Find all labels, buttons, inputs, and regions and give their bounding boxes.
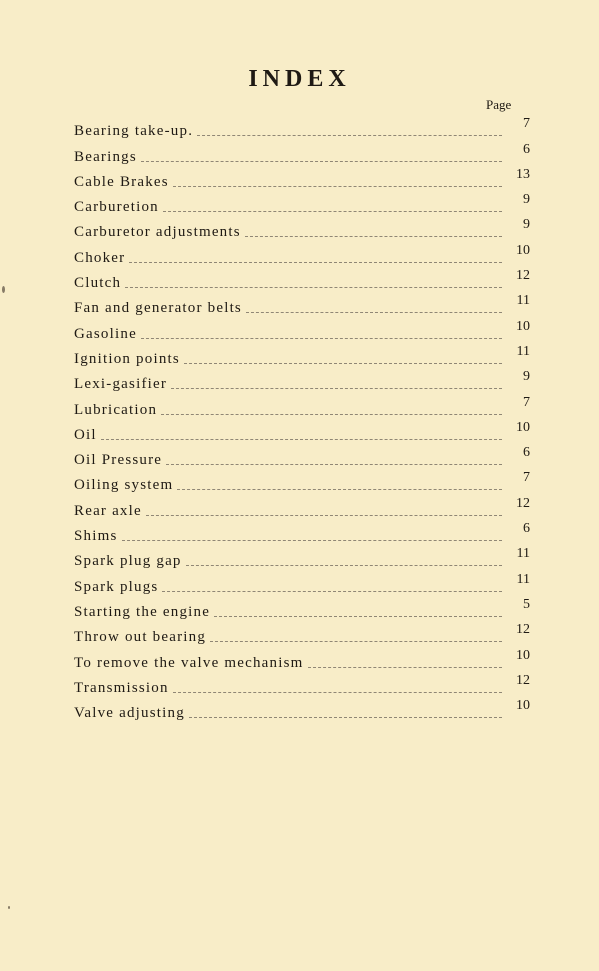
dot-leader [171, 388, 502, 389]
entry-page: 9 [523, 217, 530, 233]
entry-topic: To remove the valve mechanism [74, 654, 304, 671]
entry-page: 12 [516, 268, 530, 284]
dot-leader [141, 338, 502, 339]
index-entry [74, 367, 530, 392]
index-entry [74, 519, 530, 544]
index-entry [74, 114, 530, 139]
paper-speck [8, 906, 10, 909]
index-entry [74, 443, 530, 468]
dot-leader [166, 464, 502, 465]
entry-page: 12 [516, 622, 530, 638]
entry-page: 7 [523, 116, 530, 132]
index-entry [74, 569, 530, 594]
dot-leader [173, 692, 502, 693]
entry-page: 13 [516, 166, 530, 182]
entry-page: 11 [516, 546, 530, 562]
page-column-label: Page [486, 97, 512, 112]
entry-page: 10 [516, 647, 530, 663]
entry-page: 6 [523, 445, 530, 461]
page-title: INDEX [248, 66, 351, 92]
dot-leader [101, 439, 502, 440]
index-entry [74, 139, 530, 164]
entry-topic: Shims [74, 528, 118, 545]
dot-leader [161, 414, 502, 415]
index-entry [74, 266, 530, 291]
entry-topic: Rear axle [74, 502, 142, 519]
entry-page: 11 [516, 343, 530, 359]
dot-leader [122, 540, 502, 541]
dot-leader [146, 515, 502, 516]
entry-topic: Transmission [74, 679, 169, 696]
entry-topic: Valve adjusting [74, 705, 185, 722]
entry-topic: Choker [74, 249, 126, 266]
entry-page: 9 [523, 369, 530, 385]
entry-topic: Starting the engine [74, 603, 211, 620]
index-entry [74, 392, 530, 417]
entry-topic: Oil [74, 426, 97, 443]
entry-topic: Gasoline [74, 325, 137, 342]
dot-leader [141, 161, 502, 162]
dot-leader [197, 135, 502, 136]
dot-leader [246, 312, 502, 313]
index-entry [74, 316, 530, 341]
index-entry [74, 595, 530, 620]
dot-leader [173, 186, 502, 187]
entry-topic: Fan and generator belts [74, 300, 242, 317]
entry-page: 5 [523, 596, 530, 612]
index-entry [74, 544, 530, 569]
entry-topic: Bearings [74, 148, 137, 165]
dot-leader [163, 211, 502, 212]
entry-page: 10 [516, 242, 530, 258]
index-entry [74, 671, 530, 696]
entry-page: 10 [516, 419, 530, 435]
entry-page: 11 [516, 571, 530, 587]
entry-topic: Carburetor adjustments [74, 224, 241, 241]
entry-topic: Oil Pressure [74, 452, 163, 469]
index-list [74, 114, 530, 721]
entry-page: 10 [516, 698, 530, 714]
entry-topic: Bearing take-up. [74, 123, 194, 140]
index-entry [74, 645, 530, 670]
index-entry [74, 240, 530, 265]
entry-topic: Lexi-gasifier [74, 376, 168, 393]
index-entry [74, 696, 530, 721]
index-entry [74, 418, 530, 443]
entry-topic: Throw out bearing [74, 629, 207, 646]
index-entry [74, 342, 530, 367]
entry-page: 11 [516, 293, 530, 309]
entry-page: 12 [516, 495, 530, 511]
index-entry [74, 190, 530, 215]
index-entry [74, 215, 530, 240]
dot-leader [129, 262, 502, 263]
entry-topic: Cable Brakes [74, 173, 169, 190]
dot-leader [125, 287, 502, 288]
entry-page: 10 [516, 318, 530, 334]
entry-topic: Spark plugs [74, 578, 159, 595]
dot-leader [186, 565, 502, 566]
index-entry [74, 291, 530, 316]
dot-leader [210, 641, 502, 642]
entry-topic: Lubrication [74, 401, 158, 418]
dot-leader [189, 717, 502, 718]
entry-page: 12 [516, 672, 530, 688]
entry-page: 6 [523, 141, 530, 157]
dot-leader [245, 236, 502, 237]
index-entry [74, 165, 530, 190]
paper-speck [2, 286, 5, 293]
dot-leader [214, 616, 502, 617]
entry-page: 6 [523, 521, 530, 537]
index-entry [74, 468, 530, 493]
index-entry [74, 493, 530, 518]
dot-leader [308, 667, 502, 668]
entry-topic: Spark plug gap [74, 553, 182, 570]
entry-topic: Oiling system [74, 477, 174, 494]
entry-page: 7 [523, 470, 530, 486]
dot-leader [162, 591, 502, 592]
index-entry [74, 620, 530, 645]
entry-topic: Ignition points [74, 350, 180, 367]
entry-page: 7 [523, 394, 530, 410]
entry-page: 9 [523, 192, 530, 208]
dot-leader [177, 489, 502, 490]
dot-leader [184, 363, 502, 364]
entry-topic: Clutch [74, 275, 122, 292]
entry-topic: Carburetion [74, 199, 159, 216]
